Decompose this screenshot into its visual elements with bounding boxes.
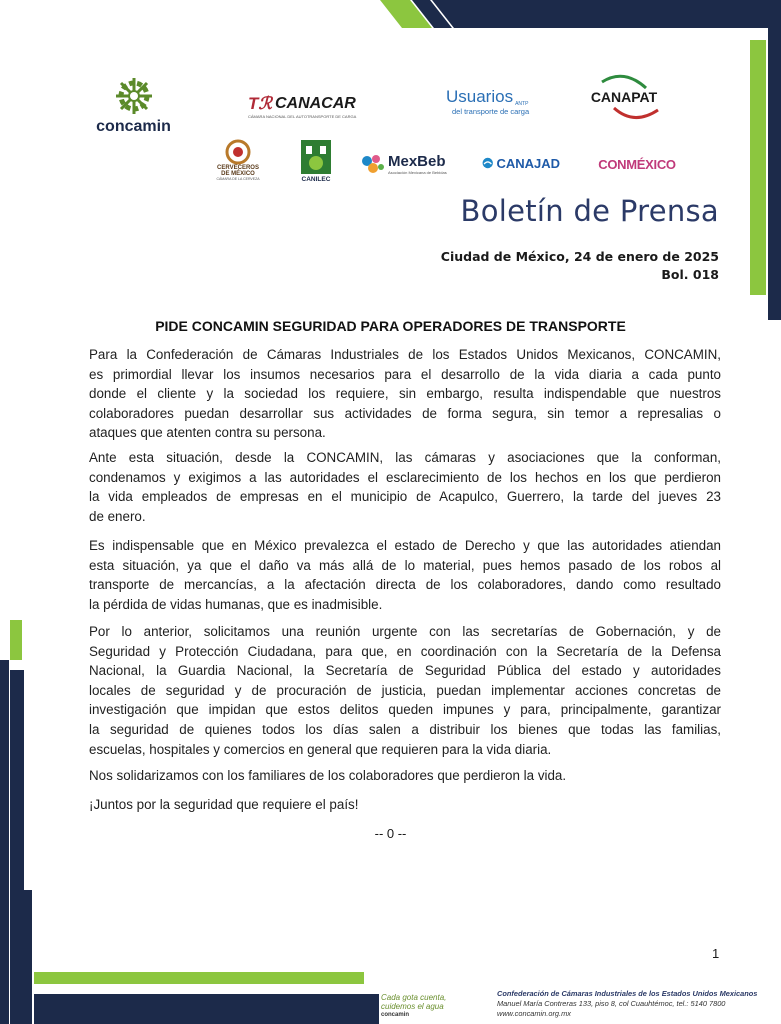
footer-address-block	[497, 989, 757, 1019]
paragraph-4	[89, 622, 721, 759]
paragraph-line: Para la Confederación de Cámaras Industriales de los Estados Unidos Mexicanos, CONCAMIN,	[89, 347, 721, 362]
paragraph-line: locales de seguridad y de procuración de justicia, puedan implementar acciones concretas de	[89, 682, 721, 698]
paragraph-6	[89, 795, 721, 815]
paragraph-3	[89, 536, 721, 614]
slogan-brand: concamin	[381, 1012, 410, 1018]
end-mark: -- 0 --	[374, 826, 407, 841]
canacar-wordmark: CANACAR	[274, 94, 356, 112]
bulletin-title: Boletín de Prensa	[460, 194, 719, 228]
cerveceros-emblem-icon	[224, 139, 252, 165]
paragraph-line: transporte de mercancías, a la afectación directa de los colaboradores, dando como resultado	[89, 577, 721, 593]
slogan-line-2: cuidemos el agua	[381, 1002, 444, 1011]
paragraph-line: de enero.	[89, 508, 146, 524]
footer-slogan	[381, 993, 446, 1020]
paragraph-line: condenamos y exigimos a las autoridades el esclarecimiento de los hechos en los que perdieron	[89, 469, 721, 485]
canajad-wave-icon	[482, 152, 493, 174]
cerveceros-line1: CERVECEROS	[217, 165, 259, 171]
canajad-wordmark: CANAJAD	[496, 155, 560, 171]
paragraph-line: Es indispensable que en México prevalezca el estado de Derecho y que las autoridades atiendan	[89, 538, 721, 553]
conmexico-wordmark: CONMÉXICO	[598, 156, 676, 172]
mexbeb-bubbles-icon	[361, 153, 385, 175]
paragraph-line: es primordial llevar los insumos necesarios para el desarrollo de la vida diaria a cada punto	[89, 366, 721, 382]
paragraph-line: ataques que atenten contra su persona.	[89, 425, 326, 441]
paragraph-line: donde el cliente y la sociedad los requiere, sin embargo, resulta indispendable que nuestros	[89, 386, 721, 402]
bulletin-number: Bol. 018	[661, 267, 719, 282]
paragraph-line: Por lo anterior, solicitamos una reunión urgente con las secretarías de Gobernación, y de	[89, 624, 721, 639]
concamin-wordmark: concamin	[96, 118, 171, 135]
paragraph-line: Seguridad y Protección Ciudadana, para que, en coordinación con la Secretaría de la Defensa	[89, 643, 721, 659]
conmexico-logo	[588, 150, 686, 178]
page-number: 1	[712, 946, 720, 961]
paragraph-5	[89, 766, 721, 786]
canilec-wordmark: CANILEC	[301, 175, 331, 183]
mexbeb-logo	[361, 150, 463, 178]
cerveceros-subtitle: CÁMARA DE LA CERVEZA	[216, 177, 260, 181]
paragraph-1	[89, 345, 721, 443]
concamin-gear-icon	[114, 76, 154, 116]
paragraph-line: la pérdida de vidas humanas, que es inadmisible.	[89, 596, 383, 612]
mexbeb-subtitle: Asociación Mexicana de Bebidas	[388, 170, 447, 175]
paragraph-line: esta situación, ya que el daño va más allá de lo material, pues hemos pasado de los robos al	[89, 557, 721, 573]
place-date: Ciudad de México, 24 de enero de 2025	[440, 249, 719, 264]
mexbeb-wordmark: MexBeb	[388, 153, 446, 170]
paragraph-line: la vida empleados de empresas en el municipio de Acapulco, Guerrero, la tarde del jueves 23	[89, 489, 721, 505]
footer-website[interactable]: www.concamin.org.mx	[497, 1009, 571, 1018]
cerveceros-line2: DE MÉXICO	[221, 171, 255, 177]
concamin-logo	[86, 72, 181, 140]
canacar-mark-icon: Tℛ	[248, 93, 272, 113]
usuarios-logo	[446, 86, 538, 116]
paragraph-line: ¡Juntos por la seguridad que requiere el país!	[89, 797, 359, 812]
paragraph-line: colaboradores puedan desarrollar sus actividades de forma segura, sin temor a represalias o	[89, 405, 721, 421]
paragraph-line: Nos solidarizamos con los familiares de los colaboradores que perdieron la vida.	[89, 768, 567, 783]
paragraph-2	[89, 448, 721, 526]
footer-address: Manuel María Contreras 133, piso 8, col Cuauhtémoc, tel.: 5140 7800	[497, 999, 726, 1008]
paragraph-line: Nacional, la Guardia Nacional, la Secretaría de Seguridad Pública del estado y autoridades	[89, 663, 721, 679]
paragraph-line: la seguridad de quienes todos los días salen a distribuir los bienes que todas las familias,	[89, 721, 721, 737]
canilec-logo	[296, 134, 336, 186]
canilec-factory-icon	[299, 138, 333, 176]
usuarios-subtitle: del transporte de carga	[452, 106, 530, 116]
usuarios-wordmark: Usuarios	[446, 86, 514, 106]
usuarios-tag: ANTP	[515, 100, 529, 107]
headline: PIDE CONCAMIN SEGURIDAD PARA OPERADORES DE TRANSPORTE	[155, 318, 626, 334]
paragraph-line: escuelas, hospitales y comercios en general que requieren para la vida diaria.	[89, 741, 552, 757]
cerveceros-logo	[210, 134, 266, 186]
slogan-line-1: Cada gota cuenta,	[381, 993, 447, 1002]
paragraph-line: investigación que impidan que estos delitos queden impunes y para, principalmente, garantizar	[89, 702, 721, 718]
canajad-logo	[482, 148, 560, 178]
canapat-wordmark: CANAPAT	[590, 89, 658, 105]
footer-org-name: Confederación de Cámaras Industriales de los Estados Unidos Mexicanos	[497, 989, 758, 998]
canapat-logo	[584, 72, 664, 122]
canacar-subtitle: CÁMARA NACIONAL DEL AUTOTRANSPORTE DE CARGA	[248, 113, 357, 119]
paragraph-line: Ante esta situación, desde la CONCAMIN, las cámaras y asociaciones que la conforman,	[89, 450, 721, 465]
canacar-logo	[248, 90, 368, 122]
